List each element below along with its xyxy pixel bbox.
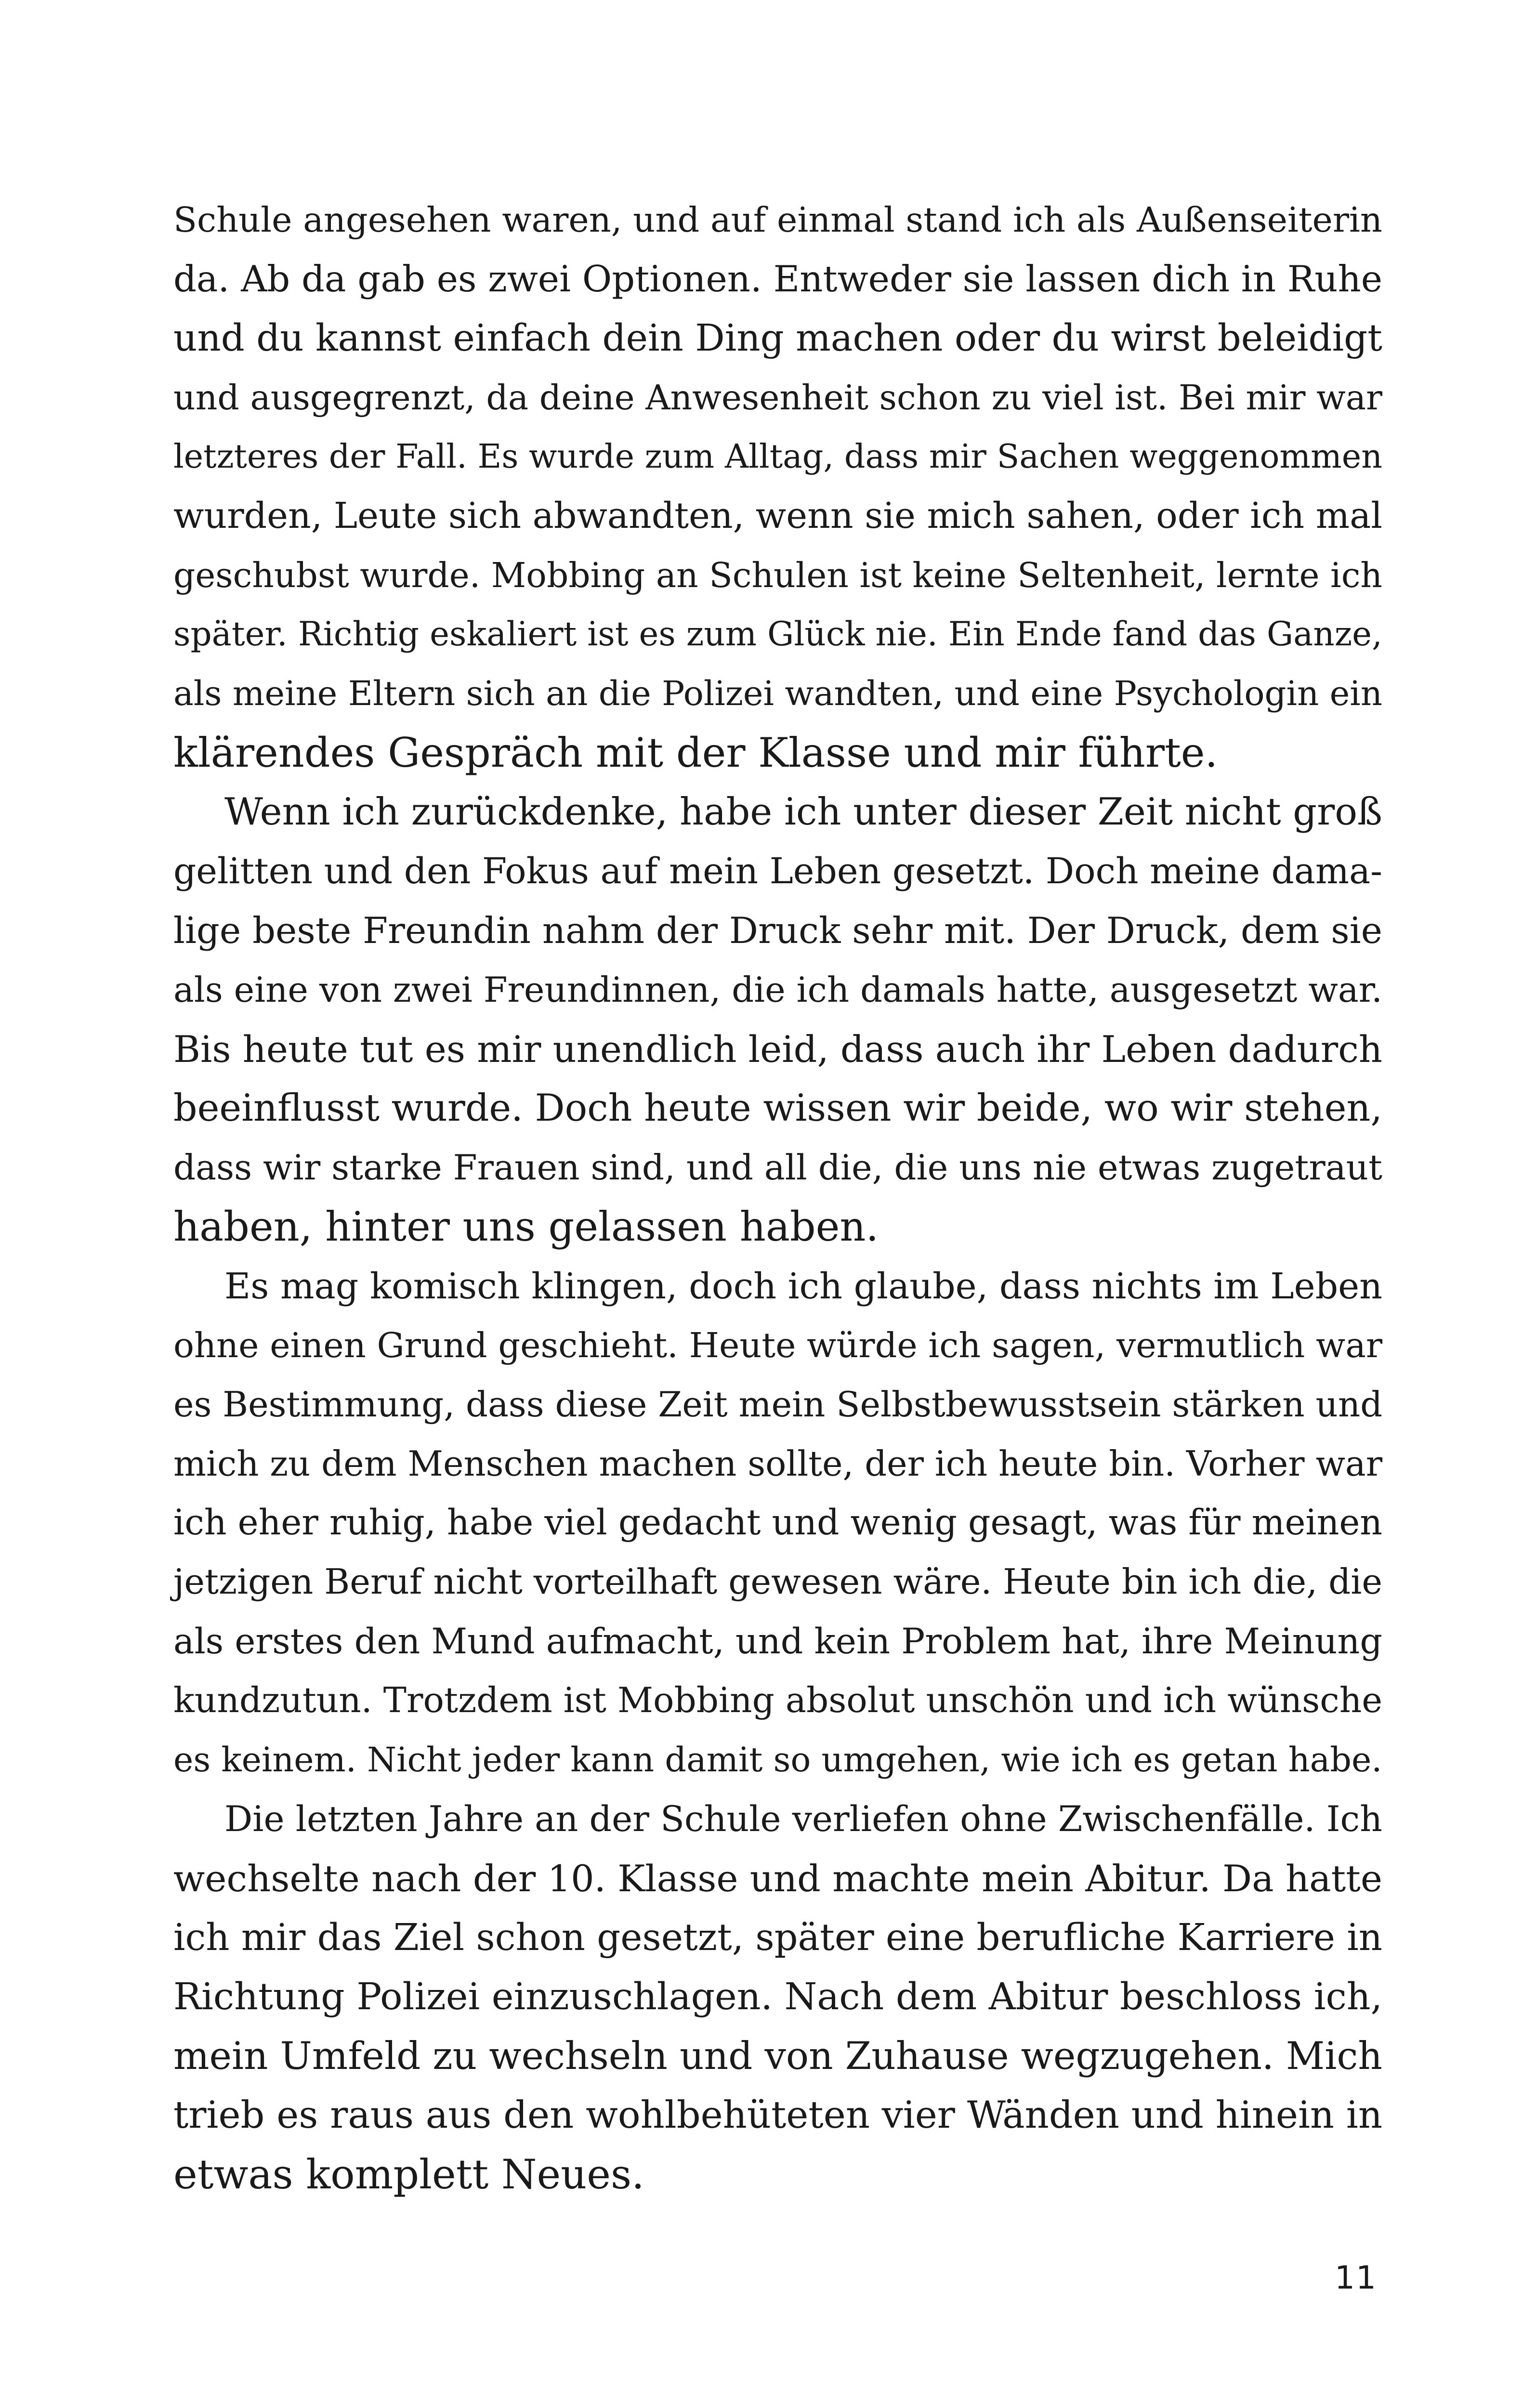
text-line: wechselte nach der 10. Klasse und machte mein Abitur. Da hatte	[173, 1857, 1382, 1900]
text-line: beeinflusst wurde. Doch heute wissen wir beide, wo wir stehen,	[173, 1086, 1382, 1130]
body-text	[173, 190, 1382, 2204]
text-line: gelitten und den Fokus auf mein Leben gesetzt. Doch meine dama-	[173, 851, 1382, 892]
text-line: als meine Eltern sich an die Polizei wandten, und eine Psychologin ein	[173, 674, 1382, 713]
text-line: mich zu dem Menschen machen sollte, der ich heute bin. Vorher war	[173, 1443, 1382, 1484]
paragraph-3	[173, 1256, 1382, 1790]
text-line: später. Richtig eskaliert ist es zum Glück nie. Ein Ende fand das Ganze,	[173, 615, 1382, 654]
text-line: Es mag komisch klingen, doch ich glaube, dass nichts im Leben	[224, 1265, 1382, 1307]
text-line: ich mir das Ziel schon gesetzt, später eine berufliche Karriere in	[173, 1916, 1382, 1959]
text-line: als erstes den Mund aufmacht, und kein Problem hat, ihre Meinung	[173, 1621, 1382, 1662]
paragraph-4	[173, 1790, 1382, 2204]
text-line: es keinem. Nicht jeder kann damit so umgehen, wie ich es getan habe.	[173, 1741, 1382, 1780]
text-line: dass wir starke Frauen sind, und all die, die uns nie etwas zugetraut	[173, 1147, 1382, 1188]
text-line: jetzigen Beruf nicht vorteilhaft gewesen wäre. Heute bin ich die, die	[173, 1562, 1382, 1602]
text-line: wurden, Leute sich abwandten, wenn sie mich sahen, oder ich mal	[173, 495, 1382, 537]
text-line: da. Ab da gab es zwei Optionen. Entweder sie lassen dich in Ruhe	[173, 258, 1382, 300]
text-line: letzteres der Fall. Es wurde zum Alltag, dass mir Sachen weggenommen	[173, 438, 1382, 476]
text-line: Richtung Polizei einzuschlagen. Nach dem Abitur beschloss ich,	[173, 1975, 1382, 2018]
text-line: und du kannst einfach dein Ding machen oder du wirst beleidigt	[173, 317, 1382, 360]
text-line: klärendes Gespräch mit der Klasse und mir führte.	[173, 729, 1218, 776]
text-line: kundzutun. Trotzdem ist Mobbing absolut unschön und ich wünsche	[173, 1680, 1382, 1721]
page-number: 11	[1335, 2259, 1377, 2296]
text-line: Schule angesehen waren, und auf einmal stand ich als Außenseiterin	[173, 200, 1382, 240]
text-line: mein Umfeld zu wechseln und von Zuhause wegzugehen. Mich	[173, 2034, 1382, 2078]
text-line: Wenn ich zurückdenke, habe ich unter dieser Zeit nicht groß	[224, 790, 1382, 834]
text-line: geschubst wurde. Mobbing an Schulen ist keine Seltenheit, lernte ich	[173, 555, 1382, 595]
text-line: etwas komplett Neues.	[173, 2151, 644, 2198]
paragraph-2	[173, 783, 1382, 1256]
text-line: haben, hinter uns gelassen haben.	[173, 1203, 879, 1250]
text-line: Bis heute tut es mir unendlich leid, dass auch ihr Leben dadurch	[173, 1028, 1382, 1071]
text-line: als eine von zwei Freundinnen, die ich damals hatte, ausgesetzt war.	[173, 969, 1382, 1010]
text-line: es Bestimmung, dass diese Zeit mein Selbstbewusstsein stärken und	[173, 1384, 1383, 1425]
text-line: lige beste Freundin nahm der Druck sehr mit. Der Druck, dem sie	[173, 909, 1382, 952]
paragraph-1	[173, 190, 1382, 783]
text-line: ich eher ruhig, habe viel gedacht und wenig gesagt, was für meinen	[173, 1503, 1382, 1543]
text-line: ohne einen Grund geschieht. Heute würde ich sagen, vermutlich war	[173, 1325, 1382, 1365]
text-line: und ausgegrenzt, da deine Anwesenheit schon zu viel ist. Bei mir war	[173, 378, 1382, 418]
text-line: Die letzten Jahre an der Schule verliefen ohne Zwischenfälle. Ich	[224, 1799, 1382, 1840]
text-line: trieb es raus aus den wohlbehüteten vier Wänden und hinein in	[173, 2094, 1382, 2137]
